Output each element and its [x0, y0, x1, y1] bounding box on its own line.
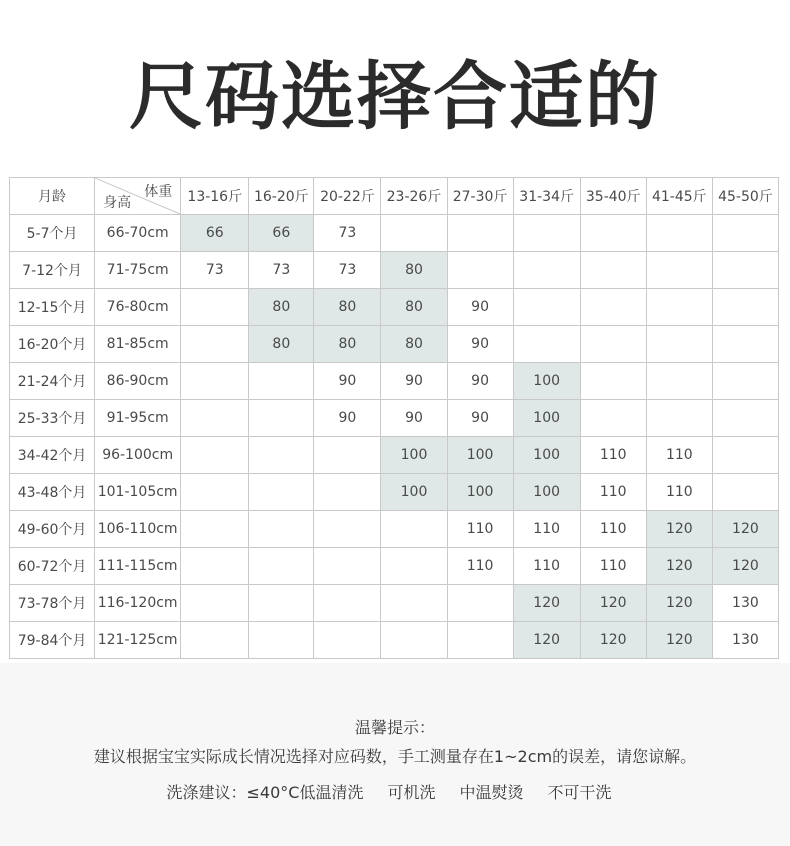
size-cell: 110 [513, 511, 580, 548]
size-cell [447, 622, 513, 659]
table-row [10, 437, 779, 474]
care-item: ≤40°C低温清洗 [246, 783, 364, 802]
table-row [10, 622, 779, 659]
age-cell: 25-33个月 [10, 400, 95, 437]
size-cell [314, 437, 381, 474]
weight-header: 23-26斤 [381, 178, 447, 215]
size-cell [249, 437, 314, 474]
care-label: 洗涤建议： [166, 783, 247, 802]
size-cell [513, 326, 580, 363]
size-cell: 90 [447, 400, 513, 437]
size-cell [447, 585, 513, 622]
size-cell [580, 215, 646, 252]
size-cell [712, 474, 778, 511]
weight-header: 20-22斤 [314, 178, 381, 215]
size-cell: 110 [646, 437, 712, 474]
size-cell: 120 [646, 585, 712, 622]
height-cell: 76-80cm [95, 289, 181, 326]
size-cell: 80 [314, 289, 381, 326]
size-cell [181, 437, 249, 474]
age-cell: 12-15个月 [10, 289, 95, 326]
notes-heading: 温馨提示： [354, 718, 435, 737]
age-cell: 7-12个月 [10, 252, 95, 289]
size-cell: 66 [249, 215, 314, 252]
size-cell [181, 548, 249, 585]
table-row [10, 400, 779, 437]
size-cell [314, 511, 381, 548]
size-cell: 110 [447, 511, 513, 548]
size-cell [712, 363, 778, 400]
size-cell [712, 289, 778, 326]
size-cell: 66 [181, 215, 249, 252]
size-cell: 120 [646, 622, 712, 659]
size-cell [314, 622, 381, 659]
size-cell [646, 289, 712, 326]
size-cell: 110 [646, 474, 712, 511]
size-cell: 120 [513, 622, 580, 659]
size-cell: 120 [580, 585, 646, 622]
age-cell: 49-60个月 [10, 511, 95, 548]
age-cell: 60-72个月 [10, 548, 95, 585]
size-cell: 120 [646, 511, 712, 548]
size-cell [447, 215, 513, 252]
height-cell: 101-105cm [95, 474, 181, 511]
size-cell [249, 363, 314, 400]
size-cell: 110 [580, 548, 646, 585]
size-cell: 90 [314, 400, 381, 437]
height-cell: 81-85cm [95, 326, 181, 363]
size-cell: 100 [513, 363, 580, 400]
table-row [10, 474, 779, 511]
size-cell [381, 622, 447, 659]
size-cell: 100 [381, 474, 447, 511]
size-cell: 120 [712, 548, 778, 585]
size-cell [181, 585, 249, 622]
size-cell [181, 474, 249, 511]
size-cell [314, 474, 381, 511]
height-corner-label: 身高 [103, 195, 132, 211]
height-cell: 71-75cm [95, 252, 181, 289]
size-chart-table [9, 177, 779, 659]
height-cell: 106-110cm [95, 511, 181, 548]
size-cell [447, 252, 513, 289]
size-cell [181, 363, 249, 400]
size-cell [249, 511, 314, 548]
size-cell: 110 [580, 437, 646, 474]
size-cell [646, 400, 712, 437]
size-cell: 73 [249, 252, 314, 289]
size-cell: 130 [712, 585, 778, 622]
table-row [10, 585, 779, 622]
height-cell: 111-115cm [95, 548, 181, 585]
size-cell: 120 [513, 585, 580, 622]
height-cell: 86-90cm [95, 363, 181, 400]
table-row [10, 511, 779, 548]
size-cell [513, 289, 580, 326]
age-cell: 79-84个月 [10, 622, 95, 659]
size-cell [249, 400, 314, 437]
table-row [10, 326, 779, 363]
size-cell [580, 252, 646, 289]
size-cell [249, 622, 314, 659]
size-cell [580, 326, 646, 363]
page-title: 尺码选择合适的 [129, 54, 661, 140]
size-cell [381, 585, 447, 622]
size-cell [249, 548, 314, 585]
height-cell: 121-125cm [95, 622, 181, 659]
care-item: 中温熨烫 [459, 783, 524, 802]
size-cell: 73 [181, 252, 249, 289]
table-row [10, 289, 779, 326]
size-cell [712, 252, 778, 289]
size-cell [249, 474, 314, 511]
age-cell: 43-48个月 [10, 474, 95, 511]
weight-header: 13-16斤 [181, 178, 249, 215]
table-body [10, 215, 779, 659]
notes-panel [0, 663, 790, 846]
size-cell [381, 548, 447, 585]
size-cell [249, 585, 314, 622]
size-cell: 110 [447, 548, 513, 585]
size-cell: 90 [314, 363, 381, 400]
size-cell: 80 [381, 289, 447, 326]
size-cell: 120 [580, 622, 646, 659]
size-cell [181, 289, 249, 326]
notes-text: 建议根据宝宝实际成长情况选择对应码数，手工测量存在1~2cm的误差，请您谅解。 [93, 747, 697, 766]
size-cell [181, 511, 249, 548]
care-item: 可机洗 [387, 783, 436, 802]
size-cell [646, 326, 712, 363]
table-row [10, 363, 779, 400]
weight-header: 27-30斤 [447, 178, 513, 215]
size-cell [712, 437, 778, 474]
table-row [10, 252, 779, 289]
size-cell [314, 548, 381, 585]
size-cell: 73 [314, 252, 381, 289]
size-cell [381, 215, 447, 252]
table-row [10, 548, 779, 585]
table-row [10, 215, 779, 252]
age-cell: 21-24个月 [10, 363, 95, 400]
care-instructions [0, 780, 790, 803]
size-cell [712, 400, 778, 437]
age-cell: 34-42个月 [10, 437, 95, 474]
size-cell [513, 252, 580, 289]
size-cell: 100 [513, 437, 580, 474]
size-cell [580, 363, 646, 400]
size-cell: 100 [513, 474, 580, 511]
size-cell: 110 [580, 511, 646, 548]
size-cell [580, 400, 646, 437]
height-cell: 116-120cm [95, 585, 181, 622]
height-cell: 91-95cm [95, 400, 181, 437]
weight-header: 45-50斤 [712, 178, 778, 215]
care-item: 不可干洗 [547, 783, 612, 802]
size-cell [513, 215, 580, 252]
size-cell: 100 [447, 474, 513, 511]
size-cell: 130 [712, 622, 778, 659]
weight-header: 35-40斤 [580, 178, 646, 215]
size-cell [712, 215, 778, 252]
age-header: 月龄 [10, 178, 95, 215]
age-cell: 16-20个月 [10, 326, 95, 363]
size-cell [181, 400, 249, 437]
age-cell: 73-78个月 [10, 585, 95, 622]
size-cell [314, 585, 381, 622]
size-cell [181, 326, 249, 363]
weight-header: 41-45斤 [646, 178, 712, 215]
size-cell: 110 [580, 474, 646, 511]
weight-header: 31-34斤 [513, 178, 580, 215]
age-cell: 5-7个月 [10, 215, 95, 252]
weight-header: 16-20斤 [249, 178, 314, 215]
size-cell [580, 289, 646, 326]
size-cell [381, 511, 447, 548]
size-cell: 100 [381, 437, 447, 474]
size-cell: 90 [447, 363, 513, 400]
header-row [10, 178, 779, 215]
size-cell: 80 [381, 252, 447, 289]
size-cell: 120 [712, 511, 778, 548]
size-cell: 80 [249, 326, 314, 363]
corner-header [95, 178, 181, 215]
size-cell [646, 215, 712, 252]
weight-corner-label: 体重 [144, 184, 173, 200]
size-cell [712, 326, 778, 363]
height-cell: 66-70cm [95, 215, 181, 252]
size-cell: 110 [513, 548, 580, 585]
size-cell: 80 [249, 289, 314, 326]
size-cell [646, 363, 712, 400]
size-cell: 90 [447, 326, 513, 363]
size-cell: 80 [314, 326, 381, 363]
size-cell: 90 [381, 400, 447, 437]
size-cell: 90 [381, 363, 447, 400]
height-cell: 96-100cm [95, 437, 181, 474]
size-cell: 90 [447, 289, 513, 326]
size-cell [646, 252, 712, 289]
size-cell: 73 [314, 215, 381, 252]
size-cell: 120 [646, 548, 712, 585]
size-cell: 80 [381, 326, 447, 363]
size-cell [181, 622, 249, 659]
size-cell: 100 [513, 400, 580, 437]
size-cell: 100 [447, 437, 513, 474]
